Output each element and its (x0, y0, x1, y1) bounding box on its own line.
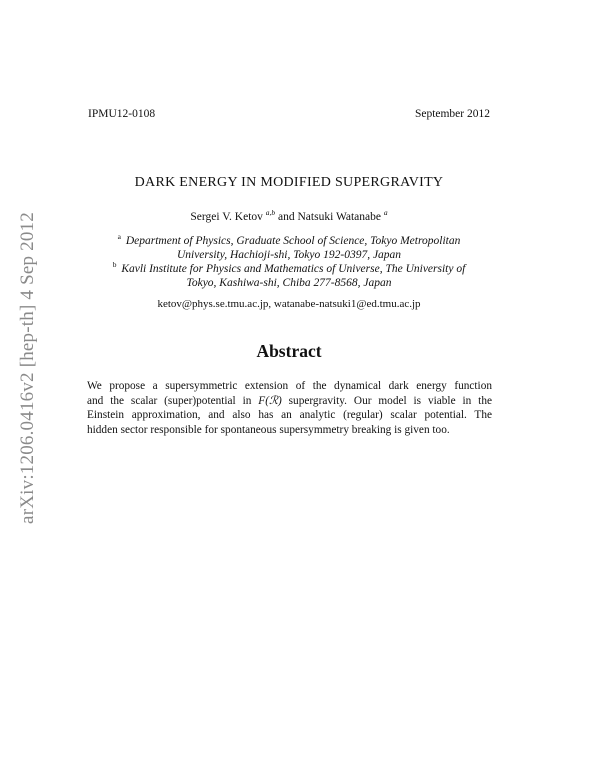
affiliation-line: Tokyo, Kashiwa-shi, Chiba 277-8568, Japan (186, 277, 392, 289)
header-date: September 2012 (414, 108, 490, 120)
paper-title: DARK ENERGY IN MODIFIED SUPERGRAVITY (134, 175, 444, 190)
affiliation-line: University, Hachioji-shi, Tokyo 192-0397, Japan (176, 249, 402, 261)
abstract-text: supergravity. Our model is viable in the (288, 394, 492, 407)
affiliation-marker: b (112, 260, 117, 269)
affiliation-line (88, 262, 490, 276)
arxiv-identifier-stamp: arXiv:1206.0416v2 [hep-th] 4 Sep 2012 (17, 212, 38, 524)
math-expression: F(ℛ) (258, 394, 282, 407)
abstract-heading: Abstract (256, 341, 322, 361)
abstract-line: hidden sector responsible for spontaneous supersymmetry breaking is given too. (87, 423, 450, 436)
affiliation-a (88, 234, 490, 262)
affiliation-line (88, 234, 490, 248)
author-affiliation-marker: a,b (265, 208, 276, 217)
affiliation-b (88, 262, 490, 290)
author-affiliation-marker: a (383, 208, 388, 217)
report-number: IPMU12-0108 (88, 108, 156, 120)
author-list (88, 208, 490, 223)
abstract-line: Einstein approximation, and also has an analytic (regular) scalar potential. The (87, 409, 492, 422)
affiliation-text: Department of Physics, Graduate School of Science, Tokyo Metropolitan (125, 235, 461, 247)
author-name: Natsuki Watanabe (297, 211, 381, 223)
author-name: Sergei V. Ketov (190, 211, 263, 223)
affiliation-text: Kavli Institute for Physics and Mathematics of Universe, The University of (121, 263, 466, 275)
abstract-line (87, 394, 492, 409)
abstract-line: We propose a supersymmetric extension of the dynamical dark energy function (87, 380, 492, 392)
abstract-body (87, 379, 492, 437)
affiliation-marker: a (117, 232, 121, 241)
author-emails: ketov@phys.se.tmu.ac.jp, watanabe-natsuki1@ed.tmu.ac.jp (157, 298, 421, 310)
author-conjunction: and (278, 211, 295, 223)
abstract-text: and the scalar (super)potential in (87, 394, 252, 407)
